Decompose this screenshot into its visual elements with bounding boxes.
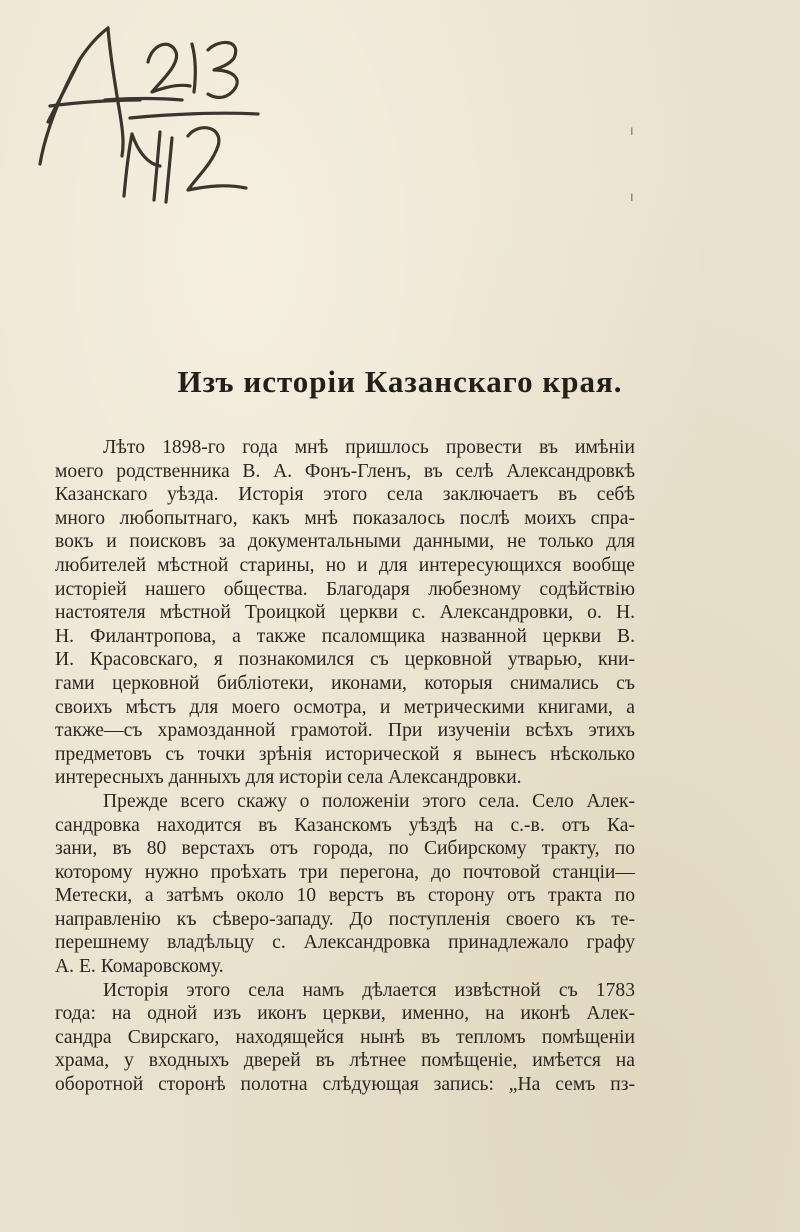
- text-line: года: на одной изъ иконъ церкви, именно, на иконѣ Алек-: [55, 1003, 635, 1025]
- text-line: А. Е. Комаровскому.: [55, 956, 224, 978]
- text-line: интересныхъ данныхъ для исторіи села Александровки.: [55, 767, 522, 789]
- article-title: Изъ исторіи Казанскаго края.: [177, 364, 623, 399]
- text-line: Метески, а затѣмъ около 10 верстъ въ сторону отъ тракта по: [55, 885, 635, 907]
- text-line: настоятеля мѣстной Троицкой церкви с. Александровки, о. Н.: [55, 602, 635, 624]
- text-line: направленію къ сѣверо-западу. До поступленія своего къ те-: [55, 908, 635, 930]
- text-line: Лѣто 1898-го года мнѣ пришлось провести въ имѣніи: [103, 437, 635, 458]
- text-line: зани, въ 80 верстахъ отъ города, по Сибирскому тракту, по: [55, 838, 635, 860]
- article-body: [55, 436, 635, 1097]
- margin-tick-mark: ı: [630, 124, 634, 139]
- text-line: Н. Филантропова, а также псаломщика названной церкви В.: [55, 625, 635, 647]
- text-line: исторіей нашего общества. Благодаря любезному содѣйствію: [55, 578, 635, 600]
- margin-tick-mark: ı: [630, 190, 634, 205]
- text-line: И. Красовскаго, я познакомился съ церковной утварью, кни-: [55, 649, 635, 671]
- text-line: любителей мѣстной старины, но и для интересующихся вообще: [55, 554, 635, 576]
- text-line: сандровка находится въ Казанскомъ уѣздѣ на с.-в. отъ Ка-: [55, 814, 635, 836]
- text-line: храма, у входныхъ дверей въ лѣтнее помѣщеніе, имѣется на: [55, 1050, 635, 1072]
- text-line: также—съ храмозданной грамотой. При изученіи всѣхъ этихъ: [55, 720, 635, 742]
- text-line: сандра Свирскаго, находящейся нынѣ въ тепломъ помѣщеніи: [55, 1026, 635, 1048]
- text-line: Казанскаго уѣзда. Исторія этого села заключаетъ въ себѣ: [55, 484, 635, 506]
- text-line: перешнему владѣльцу с. Александровка принадлежало графу: [55, 932, 635, 954]
- text-line: своихъ мѣстъ для моего осмотра, и метрическими книгами, а: [55, 696, 635, 718]
- text-line: много любопытнаго, какъ мнѣ показалось послѣ моихъ спра-: [55, 507, 635, 529]
- text-line: Прежде всего скажу о положеніи этого села. Село Алек-: [103, 790, 635, 812]
- text-line: гами церковной библіотеки, иконами, которыя снимались съ: [55, 672, 635, 694]
- text-line: вокъ и поисковъ за документальными данными, не только для: [55, 531, 635, 553]
- text-line: предметовъ съ точки зрѣнія исторической я вынесъ нѣсколько: [55, 743, 635, 765]
- text-line: оборотной сторонѣ полотна слѣдующая запись: „На семъ пз-: [55, 1074, 635, 1096]
- handwritten-shelfmark: [20, 14, 270, 214]
- text-line: которому нужно проѣхать три перегона, до почтовой станціи—: [55, 861, 635, 883]
- text-line: Исторія этого села намъ дѣлается извѣстной съ 1783: [103, 979, 635, 1001]
- text-line: моего родственника В. А. Фонъ-Гленъ, въ селѣ Александровкѣ: [55, 460, 635, 482]
